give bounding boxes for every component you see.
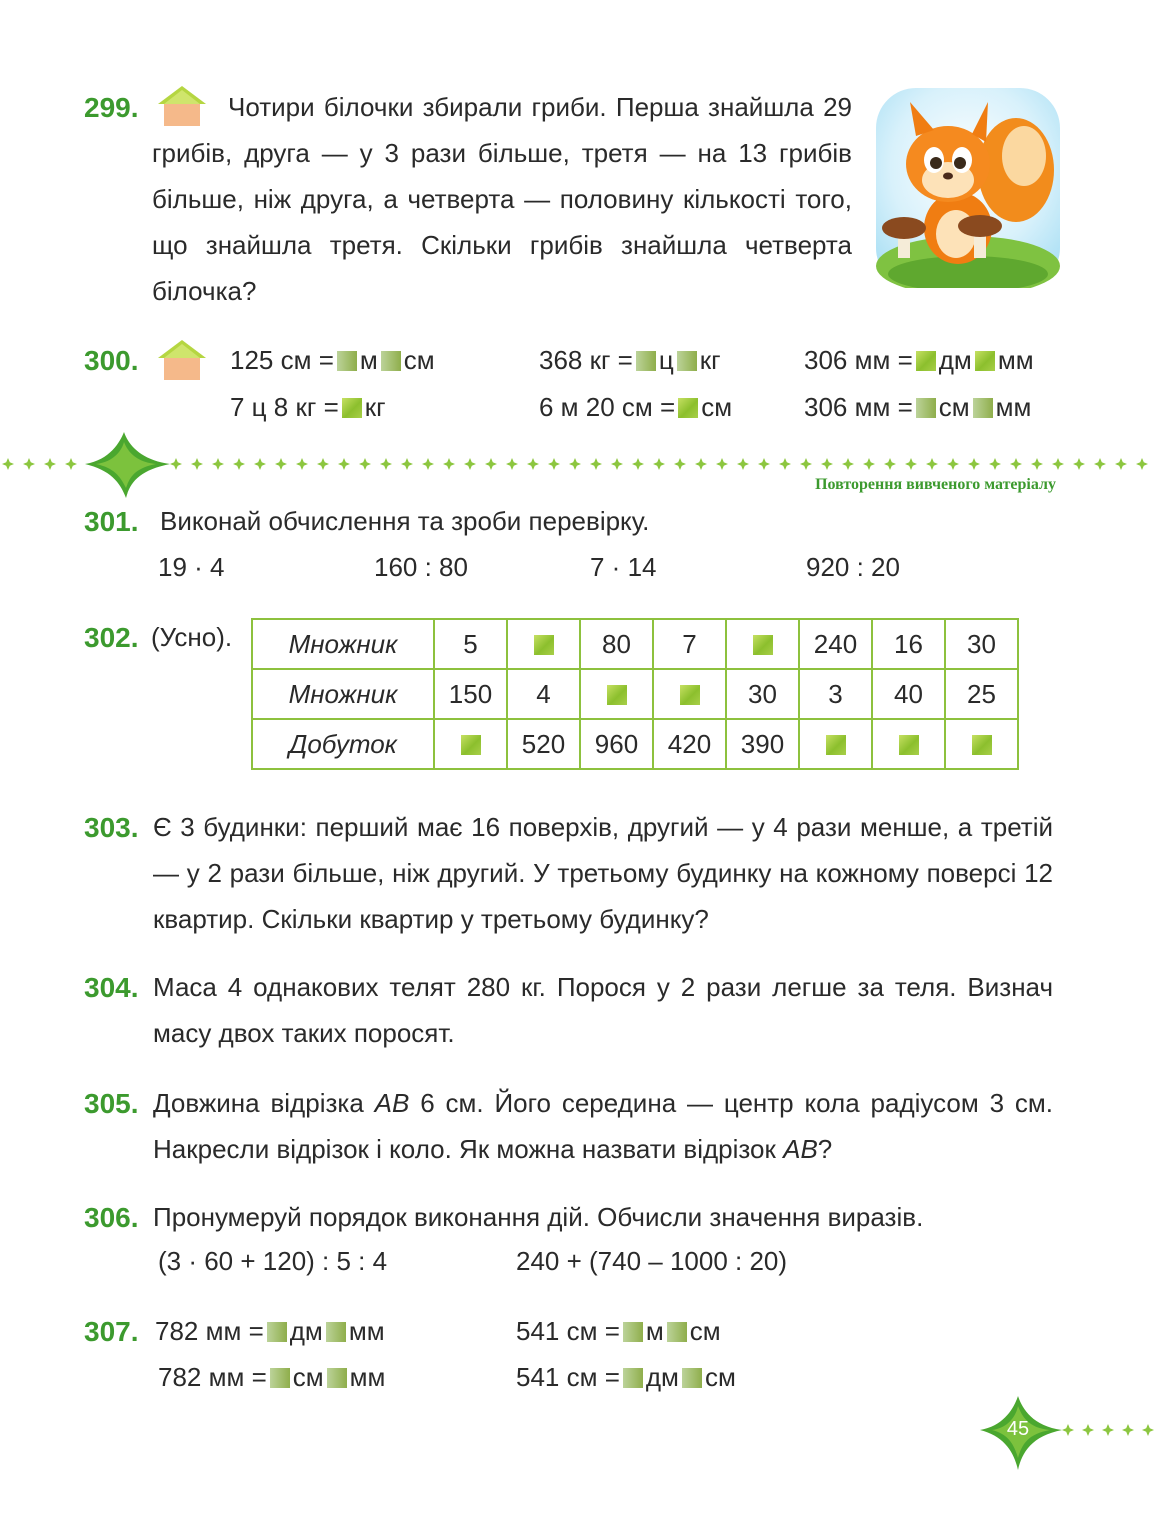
row-label: Множник: [252, 669, 434, 719]
sparkle-icon: [1062, 1424, 1074, 1436]
sparkle-icon: [443, 458, 455, 470]
answer-box[interactable]: [972, 735, 992, 755]
answer-box[interactable]: [678, 398, 698, 418]
sparkle-icon: [632, 458, 644, 470]
sparkle-icon: [296, 458, 308, 470]
answer-cell[interactable]: [653, 669, 726, 719]
expression: (3 · 60 + 120) : 5 : 4: [158, 1246, 388, 1276]
expression: 920 : 20: [806, 552, 900, 582]
sparkle-icon: [485, 458, 497, 470]
table-cell: 25: [945, 669, 1018, 719]
sparkle-icon: [800, 458, 812, 470]
sparkle-icon: [1082, 1424, 1094, 1436]
answer-box[interactable]: [327, 1368, 347, 1388]
answer-box[interactable]: [381, 351, 401, 371]
answer-box[interactable]: [682, 1368, 702, 1388]
table-cell: 16: [872, 619, 945, 669]
table-cell: 960: [580, 719, 653, 769]
conversion-item: 782 мм = см мм: [158, 1362, 386, 1392]
section-label: Повторення вивченого матеріалу: [815, 476, 1056, 493]
answer-cell[interactable]: [434, 719, 507, 769]
answer-box[interactable]: [753, 635, 773, 655]
sparkle-icon: [191, 458, 203, 470]
sparkle-icon: [317, 458, 329, 470]
table-cell: 5: [434, 619, 507, 669]
table-cell: 7: [653, 619, 726, 669]
sparkle-icon: [1094, 458, 1106, 470]
conversion-item: 541 см = м см: [516, 1316, 721, 1346]
answer-box[interactable]: [623, 1322, 643, 1342]
answer-box[interactable]: [916, 398, 936, 418]
conversion-item: 782 мм = дм мм: [155, 1316, 385, 1346]
sparkle-icon: [233, 458, 245, 470]
task-number-302: 302.: [84, 622, 139, 653]
sparkle-icon: [989, 458, 1001, 470]
answer-box[interactable]: [636, 351, 656, 371]
task-303-text: Є 3 будинки: перший має 16 поверхів, другий — у 4 рази менше, а третій — у 2 рази більше, ніж другий. У третьому будинку на кожному поверсі 12 квартир. Скільки квартир у третьому будинку?: [153, 812, 1053, 934]
answer-box[interactable]: [623, 1368, 643, 1388]
sparkle-icon: [464, 458, 476, 470]
table-cell: 3: [799, 669, 872, 719]
conversion-item: 306 мм = дм мм: [804, 345, 1034, 375]
answer-cell[interactable]: [945, 719, 1018, 769]
answer-cell[interactable]: [580, 669, 653, 719]
sparkle-icon: [275, 458, 287, 470]
conversion-item: 368 кг = ц кг: [539, 345, 721, 375]
sparkle-icon: [590, 458, 602, 470]
task-number-301: 301.: [84, 506, 139, 537]
table-row: [252, 669, 1018, 719]
sparkle-icon: [968, 458, 980, 470]
task-number-304: 304.: [84, 972, 139, 1003]
sparkle-icon: [2, 458, 14, 470]
sparkle-icon: [695, 458, 707, 470]
sparkle-icon: [338, 458, 350, 470]
sparkle-icon: [674, 458, 686, 470]
sparkle-icon: [716, 458, 728, 470]
sparkle-icon: [1031, 458, 1043, 470]
squirrel-illustration: [876, 88, 1060, 288]
sparkle-icon: [170, 458, 182, 470]
sparkle-icon: [905, 458, 917, 470]
sparkle-icon: [884, 458, 896, 470]
answer-box[interactable]: [337, 351, 357, 371]
answer-box[interactable]: [916, 351, 936, 371]
answer-cell[interactable]: [507, 619, 580, 669]
home-task-icon: [156, 338, 208, 382]
task-number-307: 307.: [84, 1316, 139, 1347]
sparkle-icon: [380, 458, 392, 470]
sparkle-icon: [23, 458, 35, 470]
task-302-note: (Усно).: [151, 622, 233, 652]
sparkle-icon: [401, 458, 413, 470]
conversion-item: 6 м 20 см = см: [539, 392, 733, 422]
table-row: [252, 619, 1018, 669]
task-306-text: Пронумеруй порядок виконання дій. Обчисли значення виразів.: [153, 1202, 924, 1232]
task-304-text: Маса 4 однакових телят 280 кг. Порося у 2 рази легше за теля. Визнач масу двох таких поросят.: [153, 972, 1053, 1048]
table-cell: 30: [726, 669, 799, 719]
sparkle-icon: [212, 458, 224, 470]
table-cell: 30: [945, 619, 1018, 669]
table-cell: 520: [507, 719, 580, 769]
sparkle-icon: [1010, 458, 1022, 470]
sparkle-icon: [569, 458, 581, 470]
sparkle-icon: [863, 458, 875, 470]
answer-box[interactable]: [975, 351, 995, 371]
multiplication-table: [251, 618, 1019, 770]
answer-box[interactable]: [667, 1322, 687, 1342]
sparkle-icon: [1052, 458, 1064, 470]
page-number: 45: [1006, 1418, 1030, 1440]
sparkle-icon: [1136, 458, 1148, 470]
task-299-text: Чотири білочки збирали гриби. Перша знайшла 29 грибів, друга — у 3 рази більше, третя — на 13 грибів більше, ніж друга, а четверта — половину кількості того, що знайшла третя. Скільки грибів знайшла четверта білочка?: [152, 92, 852, 306]
expression: 160 : 80: [374, 552, 468, 582]
expression: 7 · 14: [590, 552, 657, 582]
answer-box[interactable]: [461, 735, 481, 755]
table-cell: 4: [507, 669, 580, 719]
sparkle-icon: [254, 458, 266, 470]
conversion-item: 7 ц 8 кг = кг: [230, 392, 386, 422]
task-number-305: 305.: [84, 1088, 139, 1119]
sparkle-icon: [653, 458, 665, 470]
conversion-item: 125 см = м см: [230, 345, 435, 375]
sparkle-icon: [359, 458, 371, 470]
sparkle-icon: [506, 458, 518, 470]
answer-box[interactable]: [899, 735, 919, 755]
expression: 19 · 4: [158, 552, 225, 582]
expression: 240 + (740 – 1000 : 20): [516, 1246, 788, 1276]
sparkle-icon: [821, 458, 833, 470]
sparkle-icon: [422, 458, 434, 470]
sparkle-icon: [548, 458, 560, 470]
table-cell: 40: [872, 669, 945, 719]
answer-box[interactable]: [680, 685, 700, 705]
table-cell: 80: [580, 619, 653, 669]
sparkle-icon: [758, 458, 770, 470]
table-cell: 390: [726, 719, 799, 769]
answer-cell[interactable]: [726, 619, 799, 669]
answer-box[interactable]: [826, 735, 846, 755]
table-cell: 150: [434, 669, 507, 719]
row-label: Множник: [252, 619, 434, 669]
conversion-item: 306 мм = см мм: [804, 392, 1032, 422]
table-cell: 240: [799, 619, 872, 669]
conversion-item: 541 см = дм см: [516, 1362, 736, 1392]
sparkle-icon: [737, 458, 749, 470]
answer-box[interactable]: [677, 351, 697, 371]
sparkle-icon: [947, 458, 959, 470]
answer-box[interactable]: [973, 398, 993, 418]
sparkle-icon: [1115, 458, 1127, 470]
row-label: Добуток: [252, 719, 434, 769]
table-cell: 420: [653, 719, 726, 769]
task-301-text: Виконай обчислення та зроби перевірку.: [160, 506, 650, 536]
sparkle-icon: [44, 458, 56, 470]
task-number-306: 306.: [84, 1202, 139, 1233]
answer-box[interactable]: [342, 398, 362, 418]
answer-box[interactable]: [607, 685, 627, 705]
answer-box[interactable]: [534, 635, 554, 655]
sparkle-icon: [611, 458, 623, 470]
sparkle-icon: [926, 458, 938, 470]
sparkle-icon: [65, 458, 77, 470]
answer-cell[interactable]: [799, 719, 872, 769]
answer-box[interactable]: [326, 1322, 346, 1342]
task-305-text: Довжина відрізка AB 6 см. Його середина — центр кола радіусом 3 см. Накресли відрізок і коло. Як можна назвати відрізок AB?: [153, 1088, 1054, 1164]
sparkle-icon: [842, 458, 854, 470]
answer-box[interactable]: [270, 1368, 290, 1388]
sparkle-icon: [1073, 458, 1085, 470]
sparkle-icon: [779, 458, 791, 470]
answer-cell[interactable]: [872, 719, 945, 769]
sparkle-icon: [527, 458, 539, 470]
table-row: [252, 719, 1018, 769]
sparkle-icon: [1122, 1424, 1134, 1436]
sparkle-icon: [1142, 1424, 1154, 1436]
answer-box[interactable]: [267, 1322, 287, 1342]
task-number-303: 303.: [84, 812, 139, 843]
task-number-300: 300.: [84, 345, 139, 376]
sparkle-icon: [1102, 1424, 1114, 1436]
task-number-299: 299.: [84, 92, 139, 123]
